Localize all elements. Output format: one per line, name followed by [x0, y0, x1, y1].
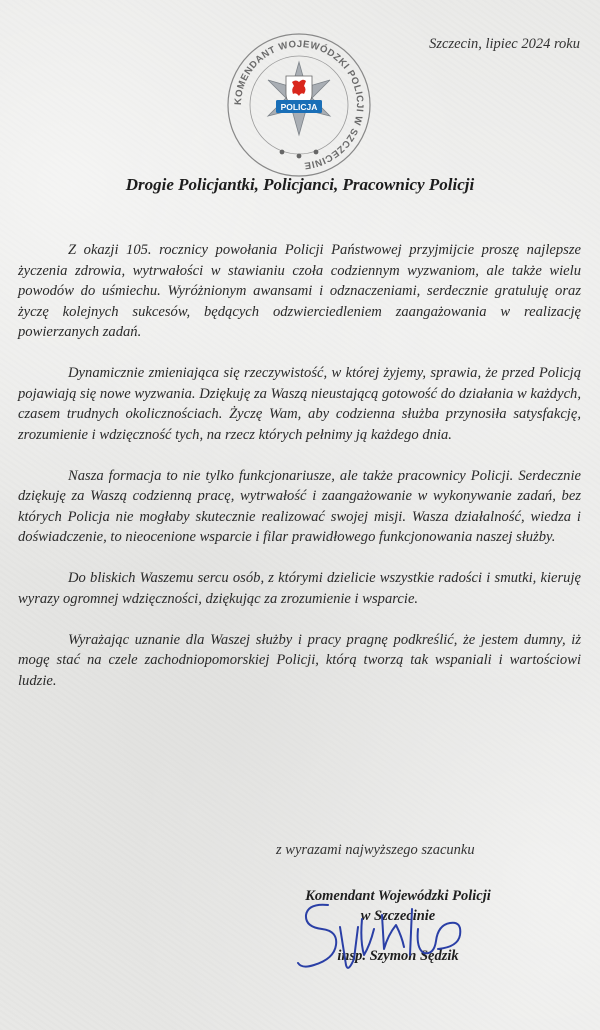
- signatory-title-line2: w Szczecinie: [360, 908, 436, 924]
- emblem-badge-text: POLICJA: [280, 102, 318, 112]
- signatory-title-line1: Komendant Wojewódzki Policji: [305, 888, 491, 904]
- letter-greeting: Drogie Policjantki, Policjanci, Pracownicy Policji: [125, 175, 475, 194]
- emblem-ring-text: KOMENDANT WOJEWÓDZKI POLICJI W SZCZECINIE: [232, 38, 366, 171]
- letter-paragraph: Wyrażając uznanie dla Waszej służby i pracy pragnę podkreślić, że jestem dumny, iż mogę stać na czele zachodniopomorskiej Policji, którą tworzą tak wspaniali i wartościowi ludzie.: [18, 631, 581, 689]
- letter-paragraph: Do bliskich Waszemu sercu osób, z którymi dzielicie wszystkie radości i smutki, kieruję wyrazy ogromnej wdzięczności, dziękując za zrozumienie i wsparcie.: [18, 570, 581, 607]
- letter-body: [18, 240, 581, 712]
- date-line: Szczecin, lipiec 2024 roku: [429, 36, 580, 52]
- signatory-name: insp. Szymon Sędzik: [337, 948, 459, 964]
- police-emblem-icon: [226, 32, 372, 178]
- handwritten-signature-icon: [288, 885, 498, 980]
- letter-paragraph: Z okazji 105. rocznicy powołania Policji Państwowej przyjmijcie proszę najlepsze życzenia zdrowia, wytrwałości w stawianiu czoła codziennym wyzwaniom, ale także wielu powodów do uśmiechu. Wyróżnionym awansami i odznaczeniami, serdecznie gratuluję oraz życzę kolejnych sukcesów, będących odzwierciedleniem zaangażowania w realizację powierzanych zadań.: [18, 242, 581, 340]
- letter-closing: z wyrazami najwyższego szacunku: [276, 842, 475, 858]
- letter-paragraph: Dynamicznie zmieniająca się rzeczywistość, w której żyjemy, sprawia, że przed Policją pojawiają się nowe wyzwania. Dziękuję za Waszą nieustającą gotowość do działania w każdych, czasem trudnych okolicznościach. Życzę Wam, aby codzienna służba przynosiła satysfakcję, zrozumienie i wdzięczność tych, na rzecz których pełnimy ją każdego dnia.: [18, 365, 581, 443]
- letter-paragraph: Nasza formacja to nie tylko funkcjonariusze, ale także pracownicy Policji. Serdecznie dziękuję za Waszą codzienną pracę, wytrwałość i zaangażowanie w wykonywanie zadań, bez których Policja nie mogłaby skutecznie realizować swojej misji. Wasza działalność, wiedza i doświadczenie, to nieocenione wsparcie i filar prawidłowego funkcjonowania naszej służby.: [18, 467, 581, 545]
